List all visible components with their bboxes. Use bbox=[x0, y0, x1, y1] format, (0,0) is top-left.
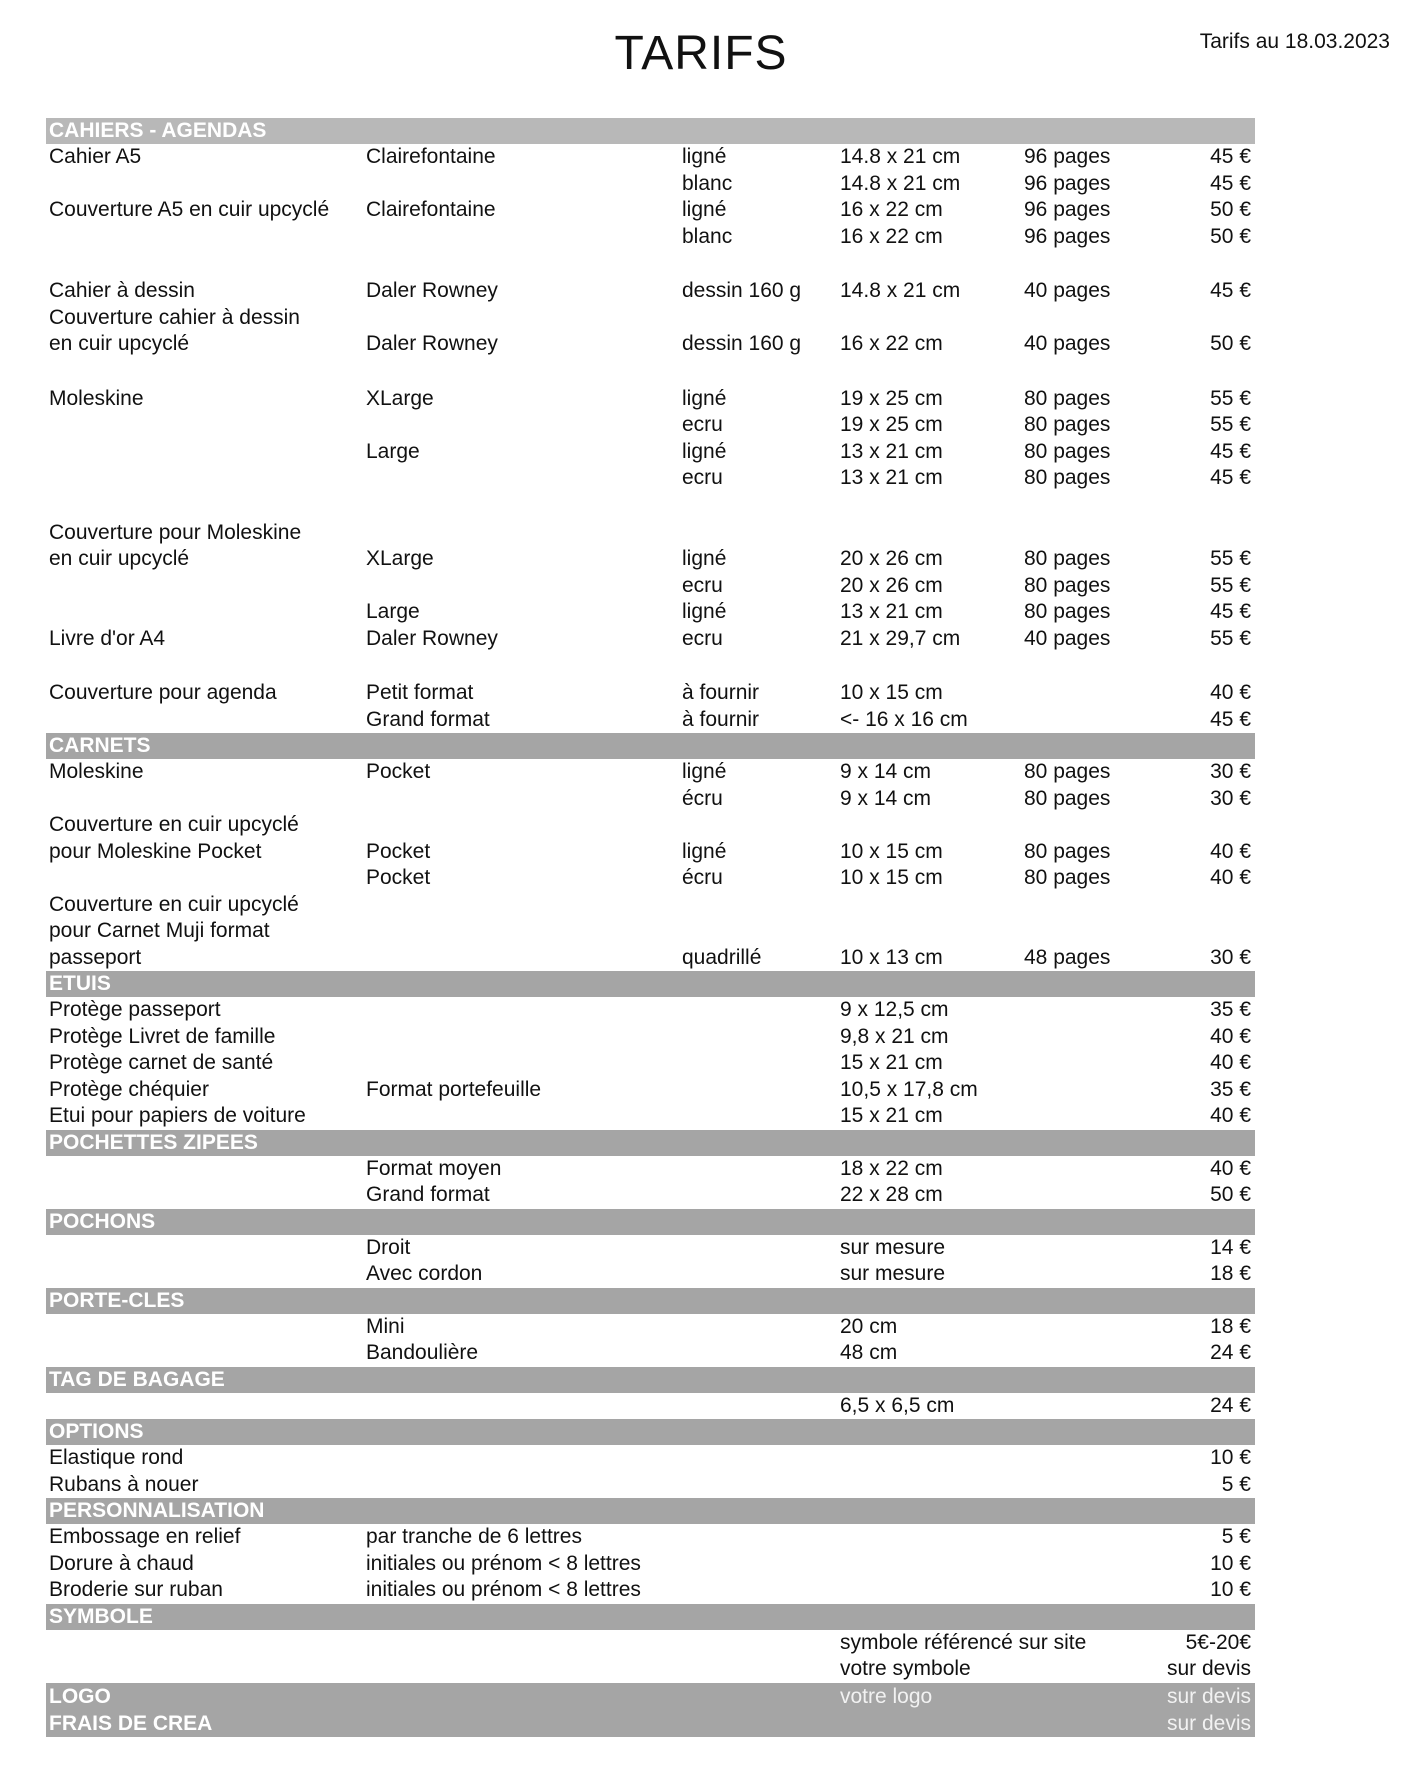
page-count: 80 pages bbox=[1024, 466, 1111, 489]
item-name: Moleskine bbox=[49, 386, 144, 410]
brand-format: Clairefontaine bbox=[366, 198, 496, 221]
dimensions: 22 x 28 cm bbox=[840, 1183, 943, 1206]
dimensions: 9 x 12,5 cm bbox=[840, 998, 949, 1021]
price: 5 € bbox=[1221, 1525, 1251, 1548]
item-name: Elastique rond bbox=[49, 1446, 184, 1469]
item-name: en cuir upcyclé bbox=[49, 547, 190, 570]
dimensions: 20 x 26 cm bbox=[840, 573, 943, 597]
brand-format: Grand format bbox=[366, 1183, 490, 1206]
section-header-carnets: CARNETS bbox=[46, 733, 1255, 759]
item-name: Protège passeport bbox=[49, 998, 221, 1021]
section-header-etuis: ETUIS bbox=[46, 971, 1255, 997]
price: 30 € bbox=[1210, 945, 1251, 969]
dimensions: 15 x 21 cm bbox=[840, 1051, 943, 1074]
section-header-perso: PERSONNALISATION bbox=[46, 1498, 1255, 1524]
table-row bbox=[46, 1261, 1255, 1288]
paper-type: ligné bbox=[682, 439, 727, 463]
price: 50 € bbox=[1210, 198, 1251, 221]
dimensions: 14.8 x 21 cm bbox=[840, 279, 961, 302]
price: 50 € bbox=[1210, 332, 1251, 355]
dimensions: 14.8 x 21 cm bbox=[840, 171, 961, 195]
section-header-tag: TAG DE BAGAGE bbox=[46, 1367, 1255, 1393]
dimensions: 19 x 25 cm bbox=[840, 386, 943, 410]
price: 55 € bbox=[1210, 413, 1251, 436]
page-count: 80 pages bbox=[1024, 839, 1111, 863]
footer-row bbox=[46, 1710, 1255, 1737]
item-name: Cahier A5 bbox=[49, 145, 142, 168]
page-count: 96 pages bbox=[1024, 198, 1111, 221]
paper-type: blanc bbox=[682, 224, 733, 248]
page-count: 80 pages bbox=[1024, 786, 1111, 810]
table-row bbox=[46, 1656, 1255, 1683]
dimensions: 10 x 13 cm bbox=[840, 945, 943, 969]
table-row bbox=[46, 1156, 1255, 1183]
dimensions: 15 x 21 cm bbox=[840, 1104, 943, 1127]
dimensions: 13 x 21 cm bbox=[840, 600, 943, 623]
dimensions: 16 x 22 cm bbox=[840, 198, 943, 221]
dimensions: 16 x 22 cm bbox=[840, 224, 943, 248]
paper-type: ligné bbox=[682, 198, 727, 221]
dimensions: votre symbole bbox=[840, 1657, 971, 1680]
dimensions: 6,5 x 6,5 cm bbox=[840, 1393, 955, 1417]
row-spacer bbox=[46, 652, 1255, 680]
table-row bbox=[46, 786, 1255, 813]
table-row bbox=[46, 626, 1255, 653]
table-row bbox=[46, 892, 1255, 919]
paper-type: ligné bbox=[682, 145, 727, 168]
brand-format: Pocket bbox=[366, 839, 431, 863]
brand-format: Mini bbox=[366, 1314, 405, 1338]
paper-type: à fournir bbox=[682, 681, 760, 704]
table-row bbox=[46, 1472, 1255, 1499]
brand-format: Bandoulière bbox=[366, 1341, 479, 1364]
table-row bbox=[46, 1077, 1255, 1104]
item-name: Couverture pour agenda bbox=[49, 681, 277, 704]
paper-type: dessin 160 g bbox=[682, 332, 802, 355]
page-count: 80 pages bbox=[1024, 439, 1111, 463]
dimensions: 13 x 21 cm bbox=[840, 466, 943, 489]
table-row bbox=[46, 171, 1255, 198]
paper-type: ecru bbox=[682, 413, 723, 436]
item-name: Couverture A5 en cuir upcyclé bbox=[49, 198, 330, 221]
price: 40 € bbox=[1210, 839, 1251, 863]
price: 10 € bbox=[1210, 1446, 1251, 1469]
brand-format: Daler Rowney bbox=[366, 279, 498, 302]
dimensions: 14.8 x 21 cm bbox=[840, 145, 961, 168]
price: 18 € bbox=[1210, 1314, 1251, 1338]
dimensions: 13 x 21 cm bbox=[840, 439, 943, 463]
price: 40 € bbox=[1210, 681, 1251, 704]
item-name: Protège Livret de famille bbox=[49, 1024, 276, 1048]
brand-format: Grand format bbox=[366, 707, 490, 731]
paper-type: dessin 160 g bbox=[682, 279, 802, 302]
dimensions: 9 x 14 cm bbox=[840, 760, 932, 783]
paper-type: blanc bbox=[682, 171, 733, 195]
table-row bbox=[46, 546, 1255, 573]
dimensions: 10 x 15 cm bbox=[840, 839, 943, 863]
price: 5€-20€ bbox=[1185, 1630, 1251, 1654]
table-row bbox=[46, 144, 1255, 171]
brand-format: Large bbox=[366, 439, 420, 463]
price: 45 € bbox=[1210, 600, 1251, 623]
item-name: Dorure à chaud bbox=[49, 1551, 194, 1575]
page-count: 80 pages bbox=[1024, 413, 1111, 436]
item-name: Protège chéquier bbox=[49, 1077, 209, 1101]
paper-type: à fournir bbox=[682, 707, 760, 731]
dimensions: 19 x 25 cm bbox=[840, 413, 943, 436]
table-row bbox=[46, 573, 1255, 600]
item-name: Couverture cahier à dessin bbox=[49, 305, 300, 329]
table-row bbox=[46, 1630, 1255, 1657]
price: 40 € bbox=[1210, 1051, 1251, 1074]
price: 55 € bbox=[1210, 547, 1251, 570]
dimensions: 48 cm bbox=[840, 1341, 898, 1364]
table-row bbox=[46, 1103, 1255, 1130]
page-count: 80 pages bbox=[1024, 573, 1111, 597]
price: 40 € bbox=[1210, 1156, 1251, 1180]
price: 14 € bbox=[1210, 1235, 1251, 1259]
price: 24 € bbox=[1210, 1393, 1251, 1417]
dimensions: 21 x 29,7 cm bbox=[840, 626, 961, 650]
table-row bbox=[46, 707, 1255, 734]
page-count: 96 pages bbox=[1024, 145, 1111, 168]
item-name: Etui pour papiers de voiture bbox=[49, 1104, 306, 1127]
price: 35 € bbox=[1210, 998, 1251, 1021]
item-name: Couverture en cuir upcyclé bbox=[49, 813, 299, 836]
price: 55 € bbox=[1210, 386, 1251, 410]
item-name: passeport bbox=[49, 945, 142, 969]
price: 45 € bbox=[1210, 145, 1251, 168]
price: 55 € bbox=[1210, 626, 1251, 650]
table-row bbox=[46, 224, 1255, 251]
table-row bbox=[46, 1182, 1255, 1209]
page-count: 40 pages bbox=[1024, 332, 1111, 355]
page-count: 40 pages bbox=[1024, 279, 1111, 302]
brand-format: Format portefeuille bbox=[366, 1077, 542, 1101]
brand-format: XLarge bbox=[366, 386, 434, 410]
table-row bbox=[46, 1314, 1255, 1341]
table-row bbox=[46, 386, 1255, 413]
brand-format: Daler Rowney bbox=[366, 332, 498, 355]
footer-label: LOGO bbox=[49, 1684, 111, 1708]
table-row bbox=[46, 1577, 1255, 1604]
item-name: pour Carnet Muji format bbox=[49, 919, 270, 942]
paper-type: ligné bbox=[682, 760, 727, 783]
paper-type: écru bbox=[682, 866, 723, 889]
price: 45 € bbox=[1210, 466, 1251, 489]
brand-format: Petit format bbox=[366, 681, 474, 704]
table-row bbox=[46, 839, 1255, 866]
paper-type: ligné bbox=[682, 600, 727, 623]
table-row bbox=[46, 759, 1255, 786]
footer-price: sur devis bbox=[1166, 1711, 1251, 1735]
item-name: Cahier à dessin bbox=[49, 279, 195, 302]
table-row bbox=[46, 812, 1255, 839]
paper-type: ecru bbox=[682, 466, 723, 489]
price: 10 € bbox=[1210, 1578, 1251, 1601]
paper-type: quadrillé bbox=[682, 945, 762, 969]
table-row bbox=[46, 412, 1255, 439]
table-row bbox=[46, 1551, 1255, 1578]
table-row bbox=[46, 1235, 1255, 1262]
dimensions: 20 cm bbox=[840, 1314, 898, 1338]
item-name: Rubans à nouer bbox=[49, 1472, 199, 1496]
item-name: Embossage en relief bbox=[49, 1525, 241, 1548]
brand-format: Pocket bbox=[366, 866, 431, 889]
table-row bbox=[46, 305, 1255, 332]
page-count: 40 pages bbox=[1024, 626, 1111, 650]
page-title: TARIFS bbox=[614, 27, 788, 80]
price-date: Tarifs au 18.03.2023 bbox=[1199, 30, 1390, 53]
price: 5 € bbox=[1221, 1472, 1251, 1496]
dimensions: 20 x 26 cm bbox=[840, 547, 943, 570]
table-row bbox=[46, 465, 1255, 492]
table-row bbox=[46, 865, 1255, 892]
brand-format: Clairefontaine bbox=[366, 145, 496, 168]
table-row bbox=[46, 1340, 1255, 1367]
brand-format: Large bbox=[366, 600, 420, 623]
paper-type: écru bbox=[682, 786, 723, 810]
section-header-symbole: SYMBOLE bbox=[46, 1604, 1255, 1630]
dimensions: 10 x 15 cm bbox=[840, 681, 943, 704]
dimensions: symbole référencé sur site bbox=[840, 1630, 1087, 1654]
page-count: 80 pages bbox=[1024, 600, 1111, 623]
dimensions: 18 x 22 cm bbox=[840, 1156, 943, 1180]
price: 45 € bbox=[1210, 171, 1251, 195]
table-row bbox=[46, 1445, 1255, 1472]
brand-format: Daler Rowney bbox=[366, 626, 498, 650]
page-count: 96 pages bbox=[1024, 171, 1111, 195]
dimensions: 9,8 x 21 cm bbox=[840, 1024, 949, 1048]
footer-row bbox=[46, 1683, 1255, 1710]
dimensions: 10,5 x 17,8 cm bbox=[840, 1077, 978, 1101]
price: 45 € bbox=[1210, 279, 1251, 302]
table-row bbox=[46, 1024, 1255, 1051]
price: 40 € bbox=[1210, 1024, 1251, 1048]
paper-type: ecru bbox=[682, 626, 723, 650]
table-row bbox=[46, 1524, 1255, 1551]
price: 40 € bbox=[1210, 1104, 1251, 1127]
price: 18 € bbox=[1210, 1262, 1251, 1285]
item-name: pour Moleskine Pocket bbox=[49, 839, 262, 863]
brand-format: par tranche de 6 lettres bbox=[366, 1525, 582, 1548]
brand-format: Pocket bbox=[366, 760, 431, 783]
price: sur devis bbox=[1166, 1657, 1251, 1680]
price: 45 € bbox=[1210, 439, 1251, 463]
item-name: Protège carnet de santé bbox=[49, 1051, 274, 1074]
brand-format: Droit bbox=[366, 1235, 411, 1259]
row-spacer bbox=[46, 358, 1255, 386]
dimensions: sur mesure bbox=[840, 1235, 946, 1259]
page-count: 96 pages bbox=[1024, 224, 1111, 248]
table-row bbox=[46, 918, 1255, 945]
table-row bbox=[46, 278, 1255, 305]
item-name: Couverture pour Moleskine bbox=[49, 520, 302, 544]
table-row bbox=[46, 1393, 1255, 1420]
item-name: Moleskine bbox=[49, 760, 144, 783]
price: 24 € bbox=[1210, 1341, 1251, 1364]
dimensions: <- 16 x 16 cm bbox=[840, 707, 968, 731]
section-header-options: OPTIONS bbox=[46, 1419, 1255, 1445]
section-header-pochons: POCHONS bbox=[46, 1209, 1255, 1235]
table-row bbox=[46, 197, 1255, 224]
table-row bbox=[46, 680, 1255, 707]
paper-type: ligné bbox=[682, 839, 727, 863]
dimensions: 9 x 14 cm bbox=[840, 786, 932, 810]
table-row bbox=[46, 520, 1255, 547]
section-header-portecles: PORTE-CLES bbox=[46, 1288, 1255, 1314]
dimensions: 10 x 15 cm bbox=[840, 866, 943, 889]
price: 10 € bbox=[1210, 1551, 1251, 1575]
footer-price: sur devis bbox=[1166, 1684, 1251, 1708]
price: 50 € bbox=[1210, 1183, 1251, 1206]
table-row bbox=[46, 331, 1255, 358]
footer-label: FRAIS DE CREA bbox=[49, 1711, 213, 1735]
brand-format: Avec cordon bbox=[366, 1262, 483, 1285]
page-count: 80 pages bbox=[1024, 760, 1111, 783]
paper-type: ligné bbox=[682, 386, 727, 410]
section-header-pochettes: POCHETTES ZIPEES bbox=[46, 1130, 1255, 1156]
paper-type: ecru bbox=[682, 573, 723, 597]
footer-description: votre logo bbox=[840, 1684, 933, 1708]
table-row bbox=[46, 945, 1255, 972]
price: 45 € bbox=[1210, 707, 1251, 731]
table-row bbox=[46, 599, 1255, 626]
item-name: Broderie sur ruban bbox=[49, 1578, 223, 1601]
paper-type: ligné bbox=[682, 547, 727, 570]
table-row bbox=[46, 1050, 1255, 1077]
table-row bbox=[46, 439, 1255, 466]
page-count: 80 pages bbox=[1024, 866, 1111, 889]
price: 50 € bbox=[1210, 224, 1251, 248]
price: 35 € bbox=[1210, 1077, 1251, 1101]
row-spacer bbox=[46, 492, 1255, 520]
price: 30 € bbox=[1210, 760, 1251, 783]
dimensions: sur mesure bbox=[840, 1262, 946, 1285]
dimensions: 16 x 22 cm bbox=[840, 332, 943, 355]
price: 40 € bbox=[1210, 866, 1251, 889]
brand-format: XLarge bbox=[366, 547, 434, 570]
item-name: Couverture en cuir upcyclé bbox=[49, 892, 299, 916]
price-table bbox=[46, 118, 1255, 1737]
item-name: Livre d'or A4 bbox=[49, 626, 166, 650]
page-count: 48 pages bbox=[1024, 945, 1111, 969]
item-name: en cuir upcyclé bbox=[49, 332, 190, 355]
brand-format: Format moyen bbox=[366, 1156, 502, 1180]
page-count: 80 pages bbox=[1024, 386, 1111, 410]
table-row bbox=[46, 997, 1255, 1024]
price: 30 € bbox=[1210, 786, 1251, 810]
brand-format: initiales ou prénom < 8 lettres bbox=[366, 1551, 641, 1575]
price: 55 € bbox=[1210, 573, 1251, 597]
page-count: 80 pages bbox=[1024, 547, 1111, 570]
section-header-cahiers: CAHIERS - AGENDAS bbox=[46, 118, 1255, 144]
brand-format: initiales ou prénom < 8 lettres bbox=[366, 1578, 641, 1601]
row-spacer bbox=[46, 250, 1255, 278]
